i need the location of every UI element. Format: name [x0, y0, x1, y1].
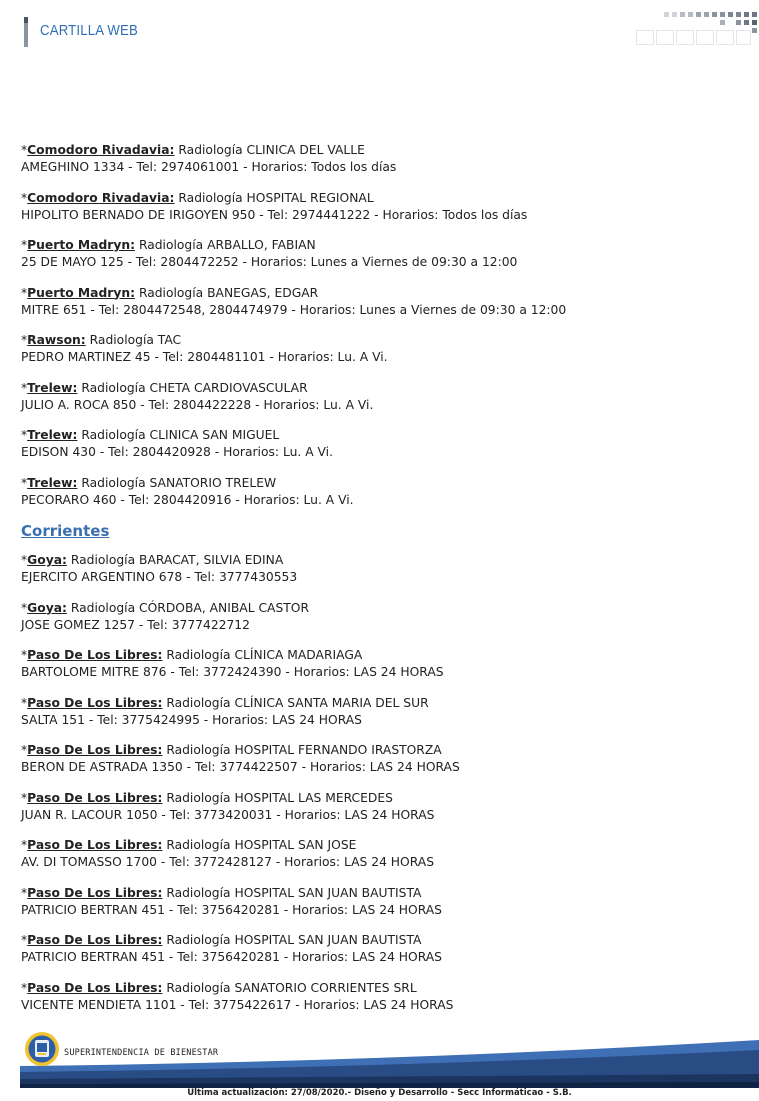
provider-entry	[21, 932, 741, 966]
provider-address: JUAN R. LACOUR 1050 - Tel: 3773420031 - Horarios: LAS 24 HORAS	[21, 807, 435, 822]
provider-city: Trelew:	[27, 380, 78, 395]
last-update-text: Ultima actualización: 27/08/2020.- Diseño y Desarrollo - Secc Informáticao - S.B.	[187, 1088, 572, 1098]
asterisk-marker: *	[21, 933, 28, 947]
provider-city: Comodoro Rivadavia:	[27, 143, 175, 157]
page-title: CARTILLA WEB	[40, 22, 138, 39]
provider-address: BERON DE ASTRADA 1350 - Tel: 3774422507 - Horarios: LAS 24 HORAS	[21, 760, 460, 774]
provider-address: PATRICIO BERTRAN 451 - Tel: 3756420281 - Horarios: LAS 24 HORAS	[21, 950, 442, 964]
provider-entry	[21, 837, 741, 871]
provider-city: Trelew:	[27, 428, 78, 442]
provider-address: 25 DE MAYO 125 - Tel: 2804472252 - Horarios: Lunes a Viernes de 09:30 a 12:00	[21, 255, 518, 269]
provider-entry	[21, 552, 741, 586]
provider-heading-line	[21, 190, 741, 207]
provider-heading-line	[21, 980, 741, 997]
provider-entry	[21, 427, 741, 461]
provider-address: PEDRO MARTINEZ 45 - Tel: 2804481101 - Horarios: Lu. A Vi.	[21, 350, 388, 364]
provider-name: Radiología ARBALLO, FABIAN	[135, 238, 316, 252]
provider-city: Paso De Los Libres:	[27, 838, 163, 852]
provider-city: Paso De Los Libres:	[27, 885, 163, 900]
asterisk-marker: *	[21, 190, 28, 205]
provider-list	[21, 142, 741, 1027]
provider-address: EJERCITO ARGENTINO 678 - Tel: 3777430553	[21, 570, 298, 584]
provider-heading-line	[21, 552, 741, 569]
provider-heading-line	[21, 932, 741, 949]
provider-name: Radiología HOSPITAL SAN JOSE	[162, 838, 357, 852]
provider-address: JULIO A. ROCA 850 - Tel: 2804422228 - Horarios: Lu. A Vi.	[21, 397, 374, 412]
provider-name: Radiología HOSPITAL SAN JUAN BAUTISTA	[162, 933, 422, 947]
provider-heading-line	[21, 380, 741, 397]
asterisk-marker: *	[21, 648, 28, 662]
provider-address: PECORARO 460 - Tel: 2804420916 - Horarios: Lu. A Vi.	[21, 492, 354, 507]
provider-city: Goya:	[27, 600, 67, 615]
provider-address: AMEGHINO 1334 - Tel: 2974061001 - Horarios: Todos los días	[21, 160, 397, 174]
provider-city: Paso De Los Libres:	[27, 695, 163, 710]
provider-name: Radiología CLÍNICA MADARIAGA	[162, 648, 363, 662]
provider-name: Radiología CLINICA SAN MIGUEL	[77, 428, 280, 442]
asterisk-marker: *	[21, 600, 28, 615]
asterisk-marker: *	[21, 380, 28, 395]
provider-city: Puerto Madryn:	[27, 285, 136, 300]
asterisk-marker: *	[21, 838, 28, 852]
provider-address: VICENTE MENDIETA 1101 - Tel: 3775422617 - Horarios: LAS 24 HORAS	[21, 997, 454, 1012]
provider-heading-line	[21, 332, 741, 349]
provider-name: Radiología CÓRDOBA, ANIBAL CASTOR	[66, 600, 310, 615]
provider-entry	[21, 885, 741, 919]
provider-heading-line	[21, 285, 741, 302]
asterisk-marker: *	[21, 885, 28, 900]
provider-entry	[21, 285, 741, 319]
provider-city: Puerto Madryn:	[27, 238, 136, 252]
provider-entry	[21, 790, 741, 824]
provider-heading-line	[21, 142, 741, 159]
provider-entry	[21, 980, 741, 1014]
provider-city: Paso De Los Libres:	[27, 933, 163, 947]
asterisk-marker: *	[21, 790, 28, 805]
provider-address: PATRICIO BERTRAN 451 - Tel: 3756420281 - Horarios: LAS 24 HORAS	[21, 902, 442, 917]
asterisk-marker: *	[21, 238, 28, 252]
provider-city: Paso De Los Libres:	[27, 743, 163, 757]
asterisk-marker: *	[21, 980, 28, 995]
asterisk-marker: *	[21, 333, 28, 347]
provider-name: Radiología CHETA CARDIOVASCULAR	[77, 380, 308, 395]
page-footer	[0, 1028, 759, 1101]
asterisk-marker: *	[21, 695, 28, 710]
provider-address: SALTA 151 - Tel: 3775424995 - Horarios: LAS 24 HORAS	[21, 712, 362, 727]
provider-name: Radiología TAC	[85, 333, 182, 347]
provider-name: Radiología BANEGAS, EDGAR	[135, 285, 319, 300]
asterisk-marker: *	[21, 553, 28, 567]
footer-wave-decoration	[20, 1038, 759, 1088]
provider-city: Paso De Los Libres:	[27, 790, 163, 805]
provider-heading-line	[21, 837, 741, 854]
provider-city: Comodoro Rivadavia:	[27, 190, 175, 205]
provider-entry	[21, 237, 741, 271]
provider-name: Radiología HOSPITAL FERNANDO IRASTORZA	[162, 743, 442, 757]
provider-entry	[21, 742, 741, 776]
provider-entry	[21, 190, 741, 224]
provider-heading-line	[21, 790, 741, 807]
provider-heading-line	[21, 885, 741, 902]
organization-name: SUPERINTENDENCIA DE BIENESTAR	[64, 1048, 219, 1058]
provider-name: Radiología CLÍNICA SANTA MARIA DEL SUR	[162, 695, 429, 710]
provider-entry	[21, 475, 741, 509]
provider-name: Radiología SANATORIO CORRIENTES SRL	[162, 980, 417, 995]
header-accent-bar	[24, 17, 28, 47]
provider-heading-line	[21, 742, 741, 759]
section-heading: Corrientes	[21, 522, 110, 540]
asterisk-marker: *	[21, 143, 28, 157]
provider-heading-line	[21, 427, 741, 444]
provider-heading-line	[21, 695, 741, 712]
provider-address: HIPOLITO BERNADO DE IRIGOYEN 950 - Tel: 2974441222 - Horarios: Todos los días	[21, 207, 528, 222]
provider-entry	[21, 332, 741, 366]
provider-heading-line	[21, 475, 741, 492]
provider-city: Paso De Los Libres:	[27, 980, 163, 995]
provider-name: Radiología CLINICA DEL VALLE	[174, 143, 365, 157]
provider-city: Goya:	[27, 553, 67, 567]
provider-entry	[21, 695, 741, 729]
provider-entry	[21, 142, 741, 176]
provider-heading-line	[21, 600, 741, 617]
provider-name: Radiología SANATORIO TRELEW	[77, 475, 277, 490]
provider-city: Trelew:	[27, 475, 78, 490]
provider-city: Rawson:	[27, 333, 86, 347]
asterisk-marker: *	[21, 428, 28, 442]
provider-address: JOSE GOMEZ 1257 - Tel: 3777422712	[21, 617, 250, 632]
provider-entry	[21, 380, 741, 414]
provider-name: Radiología HOSPITAL SAN JUAN BAUTISTA	[162, 885, 422, 900]
provider-heading-line	[21, 237, 741, 254]
provider-address: EDISON 430 - Tel: 2804420928 - Horarios: Lu. A Vi.	[21, 445, 333, 459]
pixel-grid-decoration-icon	[634, 12, 759, 46]
provider-name: Radiología HOSPITAL REGIONAL	[174, 190, 374, 205]
provider-address: AV. DI TOMASSO 1700 - Tel: 3772428127 - Horarios: LAS 24 HORAS	[21, 855, 435, 869]
provider-city: Paso De Los Libres:	[27, 648, 163, 662]
provider-address: MITRE 651 - Tel: 2804472548, 2804474979 - Horarios: Lunes a Viernes de 09:30 a 12:00	[21, 302, 567, 317]
asterisk-marker: *	[21, 475, 28, 490]
provider-name: Radiología HOSPITAL LAS MERCEDES	[162, 790, 393, 805]
page-header	[0, 0, 759, 60]
superintendencia-emblem-icon	[24, 1031, 60, 1067]
provider-address: BARTOLOME MITRE 876 - Tel: 3772424390 - Horarios: LAS 24 HORAS	[21, 665, 444, 679]
provider-entry	[21, 647, 741, 681]
provider-heading-line	[21, 647, 741, 664]
provider-name: Radiología BARACAT, SILVIA EDINA	[66, 553, 284, 567]
asterisk-marker: *	[21, 285, 28, 300]
asterisk-marker: *	[21, 743, 28, 757]
provider-entry	[21, 600, 741, 634]
